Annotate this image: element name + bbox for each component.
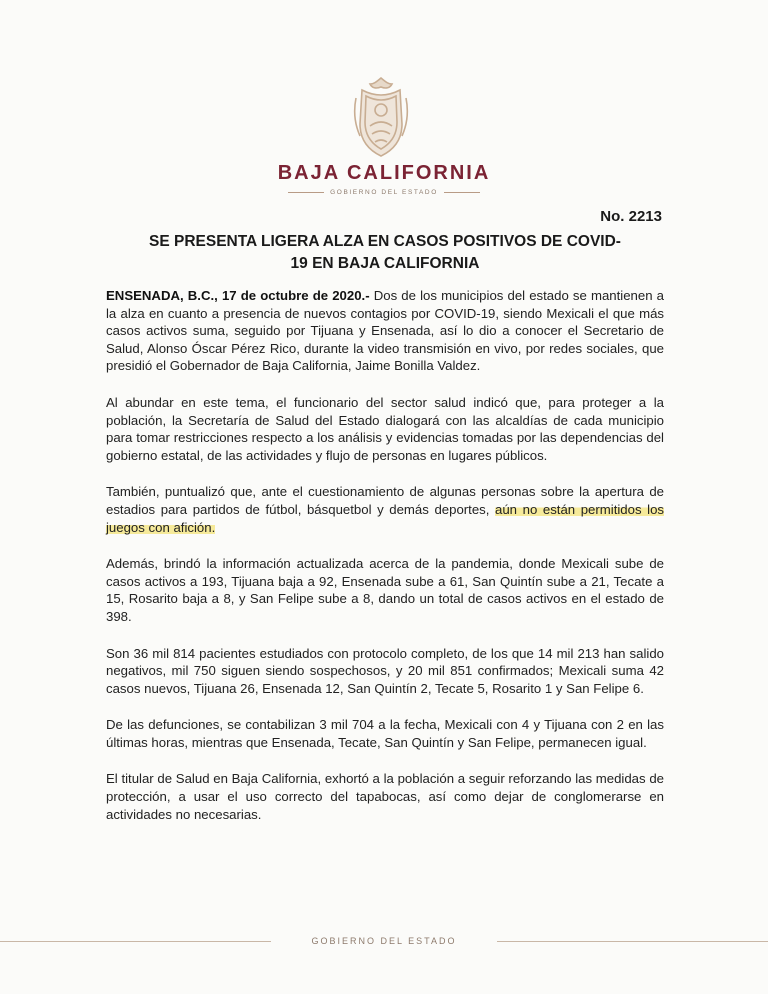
footer-divider-right (497, 941, 768, 942)
paragraph-5: Son 36 mil 814 pacientes estudiados con protocolo completo, de los que 14 mil 213 han salido negativos, mil 750 siguen siendo sospechosos, y 20 mil 851 confirmados; Mexicali suma 42 casos nuevos, Tijuana 26, Ensenada 12, San Quintín 2, Tecate 5, Rosarito 1 y San Felipe 6. (106, 645, 664, 696)
dateline: ENSENADA, B.C., 17 de octubre de 2020.- (106, 288, 370, 303)
headline-line-2: 19 EN BAJA CALIFORNIA (290, 255, 480, 272)
brand-subtitle: GOBIERNO DEL ESTADO (330, 189, 438, 196)
paragraph-3 (106, 483, 664, 536)
paragraph-4: Además, brindó la información actualizada acerca de la pandemia, donde Mexicali sube de casos activos a 193, Tijuana baja a 92, Ensenada sube a 61, San Quintín sube a 21, Tecate a 15, Rosarito baja a 8, y San Felipe sube a 8, dando un total de casos activos en el estado de 398. (106, 556, 664, 624)
brand-subtitle-row (288, 189, 480, 196)
article-body (106, 287, 664, 842)
paragraph-3-text: También, puntualizó que, ante el cuestionamiento de algunas personas sobre la apertura de estadios para partidos de fútbol, básquetbol y demás deportes, (106, 484, 664, 517)
bulletin-number: No. 2213 (600, 208, 662, 225)
paragraph-1 (106, 287, 664, 375)
footer-text: GOBIERNO DEL ESTADO (311, 936, 457, 946)
highlighted-text: aún no están permitidos los juegos con afición. (106, 501, 664, 535)
paragraph-7: El titular de Salud en Baja California, exhortó a la población a seguir reforzando las medidas de protección, a usar el uso correcto del tapabocas, así como dejar de conglomerarse en actividades no necesarias. (106, 771, 664, 822)
headline (100, 231, 670, 275)
divider (444, 192, 480, 193)
state-coat-of-arms-icon (350, 74, 412, 160)
divider (288, 192, 324, 193)
paragraph-2: Al abundar en este tema, el funcionario del sector salud indicó que, para proteger a la población, la Secretaría de Salud del Estado dialogará con las alcaldías de cada municipio para tomar restricciones respecto a los análisis y evidencias tomadas por las dependencias del gobierno estatal, de las actividades y flujo de personas en lugares públicos. (106, 394, 664, 463)
headline-line-1: SE PRESENTA LIGERA ALZA EN CASOS POSITIVOS DE COVID- (149, 233, 621, 250)
paragraph-1-text: Dos de los municipios del estado se mantienen a la alza en cuanto a presencia de nuevos contagios por COVID-19, siendo Mexicali el que más casos activos suma, seguido por Tijuana y Ensenada, así lo dio a conocer el Secretario de Salud, Alonso Óscar Pérez Rico, durante la video transmisión en vivo, por redes sociales, que presidió el Gobernador de Baja California, Jaime Bonilla Valdez. (106, 288, 664, 374)
brand-title: BAJA CALIFORNIA (277, 162, 491, 184)
footer-divider-left (0, 941, 271, 942)
footer (0, 936, 768, 946)
paragraph-6: De las defunciones, se contabilizan 3 mil 704 a la fecha, Mexicali con 4 y Tijuana con 2 en las últimas horas, mientras que Ensenada, Tecate, San Quintín y San Felipe, permanecen igual. (106, 717, 664, 750)
